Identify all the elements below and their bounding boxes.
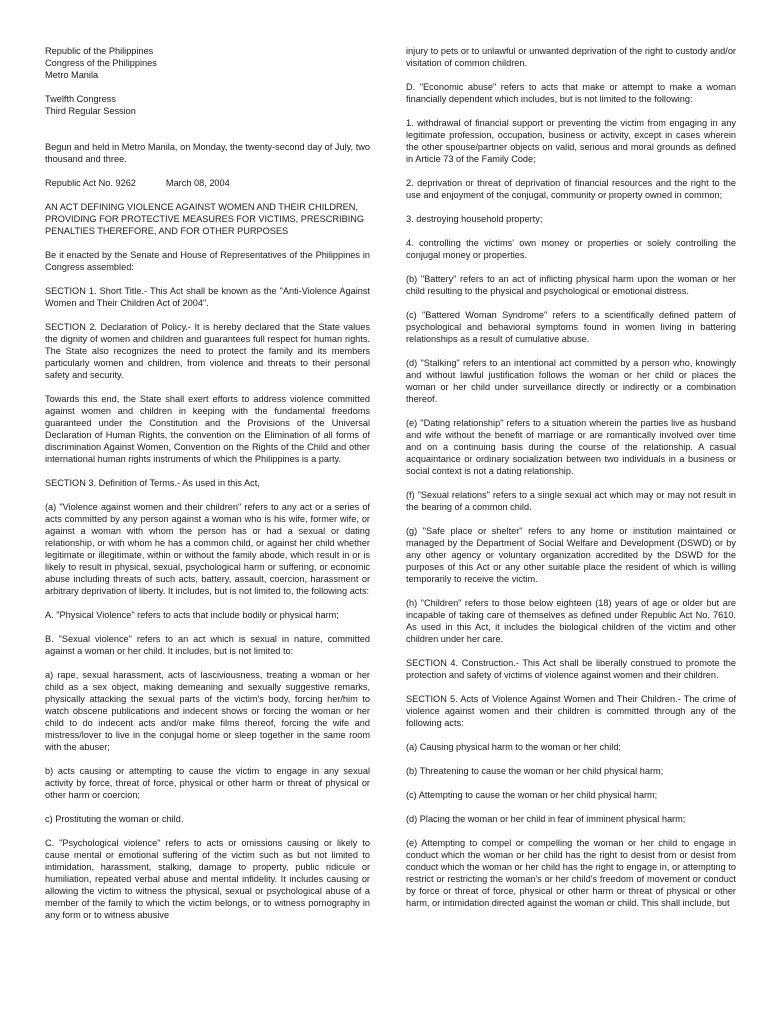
right-column (406, 45, 736, 909)
right-paragraph: (b) "Battery" refers to an act of inflicting physical harm upon the woman or her child resulting to the physical and psychological or emotional distress. (406, 274, 736, 296)
left-paragraph: c) Prostituting the woman or child. (45, 814, 184, 824)
right-paragraph: (d) "Stalking" refers to an intentional act committed by a person who, knowingly and without lawful justification follows the woman or her child or places the woman or her child under surveillance directly or indirectly or a combination thereof. (406, 358, 736, 404)
right-paragraph: SECTION 5. Acts of Violence Against Women and Their Children.- The crime of violence against women and their children is committed through any of the following acts: (406, 694, 736, 728)
left-paragraph: A. "Physical Violence" refers to acts that include bodily or physical harm; (45, 610, 339, 620)
left-paragraph: SECTION 3. Definition of Terms.- As used in this Act, (45, 478, 260, 488)
act-title: AN ACT DEFINING VIOLENCE AGAINST WOMEN AND THEIR CHILDREN, PROVIDING FOR PROTECTIVE MEASURES FOR VICTIMS, PRESCRIBING PENALTIES THEREFORE, AND FOR OTHER PURPOSES (45, 202, 365, 236)
right-paragraph: (d) Placing the woman or her child in fear of imminent physical harm; (406, 814, 686, 824)
act-date: March 08, 2004 (165, 178, 230, 188)
act-number: Republic Act No. 9262 (45, 178, 136, 188)
issuing-body (45, 45, 370, 81)
right-paragraph: 4. controlling the victims' own money or properties or solely controlling the conjugal money or properties. (406, 238, 736, 260)
right-paragraph: SECTION 4. Construction.- This Act shall be liberally construed to promote the protection and safety of victims of violence against women and their children. (406, 658, 736, 680)
session-info (45, 93, 370, 117)
act-number-line (45, 177, 370, 189)
right-paragraph: (e) Attempting to compel or compelling the woman or her child to engage in conduct which the woman or her child has the right to desist from or desist from conduct which the woman or her child has the right to engage in, or attempting to restrict or restricting the woman's or her child's freedom of movement or conduct by force or threat of force, physical or other harm or threat of physical or other harm, or intimidation directed against the woman or child. This shall include, but (406, 838, 736, 908)
left-paragraph: B. "Sexual violence" refers to an act which is sexual in nature, committed against a woman or her child. It includes, but is not limited to: (45, 634, 370, 656)
header-line-1: Republic of the Philippines (45, 46, 154, 56)
congress-line: Twelfth Congress (45, 94, 116, 104)
right-paragraph: (e) "Dating relationship" refers to a situation wherein the parties live as husband and wife without the benefit of marriage or are romantically involved over time and on a continuing basis during the course of the relationship. A casual acquaintance or ordinary socialization between two individuals in a business or social context is not a dating relationship. (406, 418, 736, 476)
right-paragraph: (c) "Battered Woman Syndrome" refers to a scientifically defined pattern of psychological and behavioral symptoms found in women living in battering relationships as a result of cumulative abuse. (406, 310, 736, 344)
header-line-3: Metro Manila (45, 70, 99, 80)
left-paragraph: Towards this end, the State shall exert efforts to address violence committed against women and children in keeping with the fundamental freedoms guaranteed under the Constitution and the Provisions of the Universal Declaration of Human Rights, the convention on the Elimination of all forms of discrimination Against Women, Convention on the Rights of the Child and other international human rights instruments of which the Philippines is a party. (45, 394, 370, 464)
right-paragraph: (a) Causing physical harm to the woman or her child; (406, 742, 621, 752)
left-paragraph: (a) "Violence against women and their children" refers to any act or a series of acts committed by any person against a woman who is his wife, former wife, or against a woman with whom the person has or had a sexual or dating relationship, or with whom he has a common child, or against her child whether legitimate or illegitimate, within or without the family abode, which result in or is likely to result in physical, sexual, psychological harm or suffering, or economic abuse including threats of such acts, battery, assault, coercion, harassment or arbitrary deprivation of liberty. It includes, but is not limited to, the following acts: (45, 502, 370, 596)
right-paragraph: injury to pets or to unlawful or unwanted deprivation of the right to custody and/or visitation of common children. (406, 46, 736, 68)
left-paragraph: C. "Psychological violence" refers to acts or omissions causing or likely to cause mental or emotional suffering of the victim such as but not limited to intimidation, harassment, stalking, damage to property, public ridicule or humiliation, repeated verbal abuse and mental infidelity. It includes causing or allowing the victim to witness the physical, sexual or psychological abuse of a member of the family to which the victim belongs, or to witness pornography in any form or to witness abusive (45, 838, 370, 920)
left-paragraph: b) acts causing or attempting to cause the victim to engage in any sexual activity by force, threat of force, physical or other harm or threat of physical or other harm or coercion; (45, 766, 370, 800)
right-paragraph: (g) "Safe place or shelter" refers to any home or institution maintained or managed by the Department of Social Welfare and Development (DSWD) or by any other agency or voluntary organization accredited by the DSWD for the purposes of this Act or any other suitable place the resident of which is willing temporarily to receive the victim. (406, 526, 736, 584)
left-paragraph: SECTION 2. Declaration of Policy.- It is hereby declared that the State values the dignity of women and children and guarantees full respect for human rights. The State also recognizes the need to protect the family and its members particularly women and children, from violence and threats to their personal safety and security. (45, 322, 370, 380)
right-paragraph: (c) Attempting to cause the woman or her child physical harm; (406, 790, 658, 800)
left-paragraph: SECTION 1. Short Title.- This Act shall be known as the "Anti-Violence Against Women and Their Children Act of 2004". (45, 286, 370, 308)
right-paragraph: 2. deprivation or threat of deprivation of financial resources and the right to the use and enjoyment of the conjugal, community or property owned in common; (406, 178, 736, 200)
header-line-2: Congress of the Philippines (45, 58, 157, 68)
right-paragraph: (f) "Sexual relations" refers to a single sexual act which may or may not result in the bearing of a common child. (406, 490, 736, 512)
right-paragraph: (h) "Children" refers to those below eighteen (18) years of age or older but are incapable of taking care of themselves as defined under Republic Act No. 7610. As used in this Act, it includes the biological children of the victim and other children under her care. (406, 598, 736, 644)
session-line: Third Regular Session (45, 106, 136, 116)
right-paragraph: D. "Economic abuse" refers to acts that make or attempt to make a woman financially dependent which includes, but is not limited to the following: (406, 82, 736, 104)
left-column (45, 45, 370, 921)
right-paragraph: (b) Threatening to cause the woman or her child physical harm; (406, 766, 664, 776)
left-paragraph: a) rape, sexual harassment, acts of lasciviousness, treating a woman or her child as a sex object, making demeaning and sexually suggestive remarks, physically attacking the sexual parts of the victim's body, forcing her/him to watch obscene publications and indecent shows or forcing the woman or her child to do indecent acts and/or make films thereof, forcing the wife and mistress/lover to live in the conjugal home or sleep together in the same room with the abuser; (45, 670, 370, 752)
enacting-clause: Be it enacted by the Senate and House of Representatives of the Philippines in Congress assembled: (45, 250, 370, 272)
right-paragraph: 3. destroying household property; (406, 214, 543, 224)
right-paragraph: 1. withdrawal of financial support or preventing the victim from engaging in any legitimate profession, occupation, business or activity, except in cases wherein the other spouse/partner objects on valid, serious and moral grounds as defined in Article 73 of the Family Code; (406, 118, 736, 164)
begun-paragraph: Begun and held in Metro Manila, on Monday, the twenty-second day of July, two thousand and three. (45, 142, 370, 164)
